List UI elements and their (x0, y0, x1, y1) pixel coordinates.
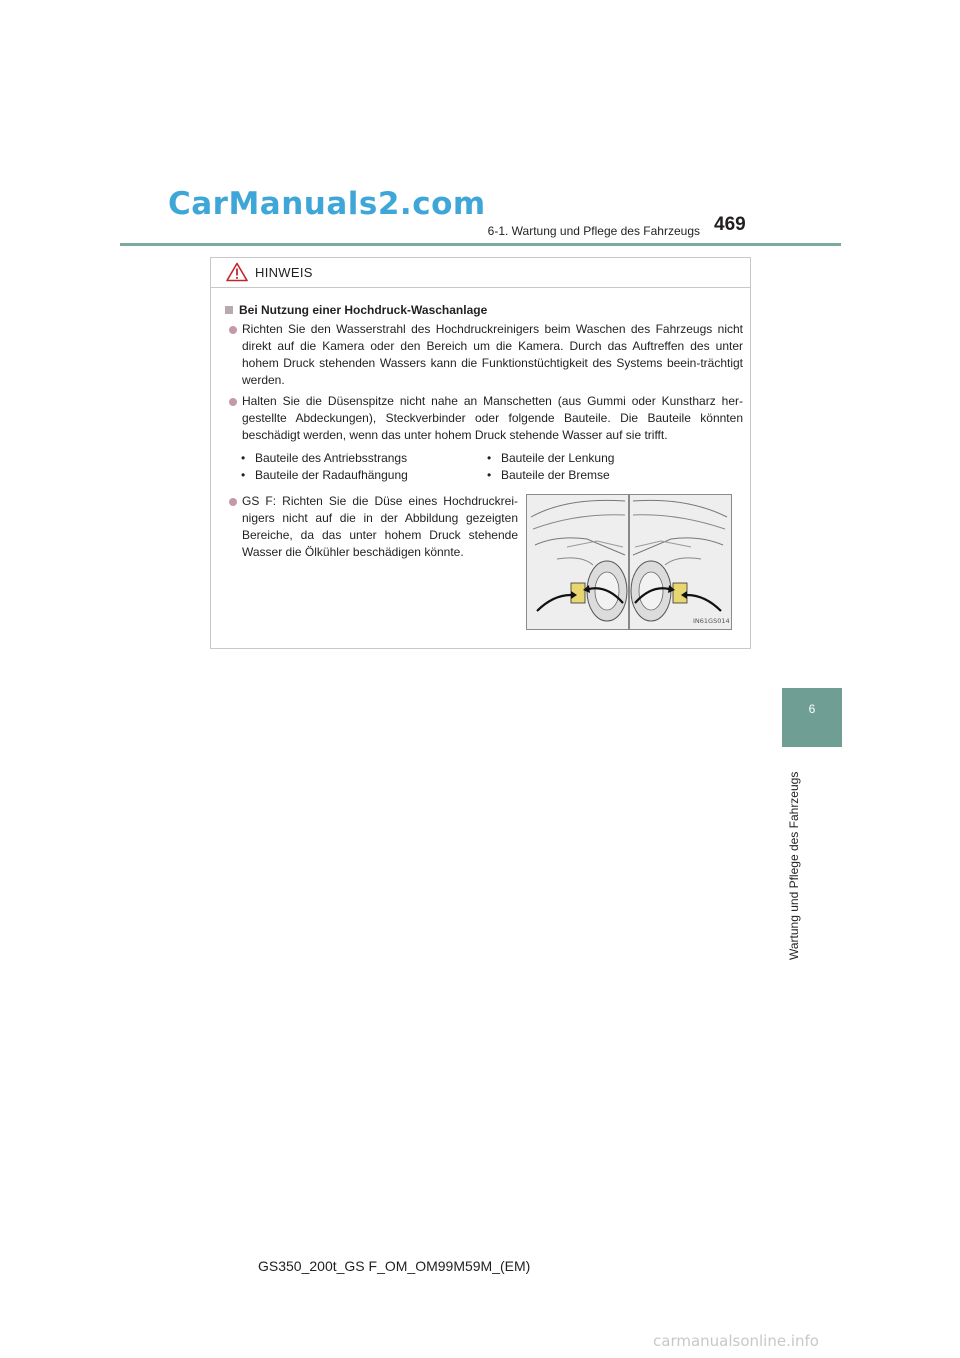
page-number: 469 (714, 214, 746, 235)
list-item: • Bauteile der Bremse (487, 468, 610, 482)
list-item-text: Bauteile des Antriebsstrangs (255, 451, 408, 465)
list-item-text: Bauteile der Lenkung (501, 451, 615, 465)
bullet-dot-icon (229, 326, 237, 334)
chapter-number: 6 (808, 702, 816, 716)
section-title: 6-1. Wartung und Pflege des Fahrzeugs (487, 224, 700, 238)
list-item: • Bauteile der Lenkung (487, 451, 615, 465)
notice-box (210, 257, 751, 649)
list-item-text: Bauteile der Bremse (501, 468, 610, 482)
notice-title: HINWEIS (255, 265, 313, 280)
illustration-code: IN61GS014 (693, 617, 730, 625)
chapter-tab (782, 688, 842, 747)
header-divider (120, 243, 841, 246)
bullet-dot-icon (229, 498, 237, 506)
list-item-text: Bauteile der Radaufhängung (255, 468, 408, 482)
notice-subheading (225, 303, 487, 317)
notice-header (211, 258, 750, 288)
document-code: GS350_200t_GS F_OM_OM99M59M_(EM) (258, 1258, 531, 1274)
bullet-dot-icon (229, 398, 237, 406)
list-item: • Bauteile der Radaufhängung (241, 468, 408, 482)
bullet-paragraph-camera: Richten Sie den Wasserstrahl des Hochdruckreinigers beim Waschen des Fahrzeugs nicht direkt auf die Kamera oder den Bereich um die Kamera. Durch das Auftreffen des unter hohem Druck stehenden Wassers kann die Funktionstüchtigkeit des Systems beein-trächtigt werden. (242, 322, 743, 387)
car-front-illustration (527, 495, 731, 629)
bullet-paragraph-oil-cooler: GS F: Richten Sie die Düse eines Hochdruckrei-nigers nicht auf die in der Abbildung gezeigten Bereiche, da das unter hohem Druck stehende Wasser die Ölkühler beschädigen könnte. (242, 494, 518, 559)
watermark: carmanualsonline.info (653, 1332, 819, 1350)
chapter-side-title (787, 760, 805, 960)
square-bullet-icon (225, 306, 233, 314)
list-item: • Bauteile des Antriebsstrangs (241, 451, 408, 465)
warning-triangle-icon (226, 262, 248, 282)
bullet-paragraph-nozzle: Halten Sie die Düsenspitze nicht nahe an Manschetten (aus Gummi oder Kunstharz her-gestellte Abdeckungen), Steckverbinder oder folgende Bauteile. Die Bauteile könnten beschädigt werden, wenn das unter hohem Druck stehende Wasser auf sie trifft. (242, 394, 743, 442)
chapter-side-title-text: Wartung und Pflege des Fahrzeugs (787, 771, 801, 960)
site-logo: CarManuals2.com (168, 186, 486, 222)
oil-cooler-illustration (526, 494, 732, 630)
notice-subheading-text: Bei Nutzung einer Hochdruck-Waschanlage (239, 303, 488, 317)
